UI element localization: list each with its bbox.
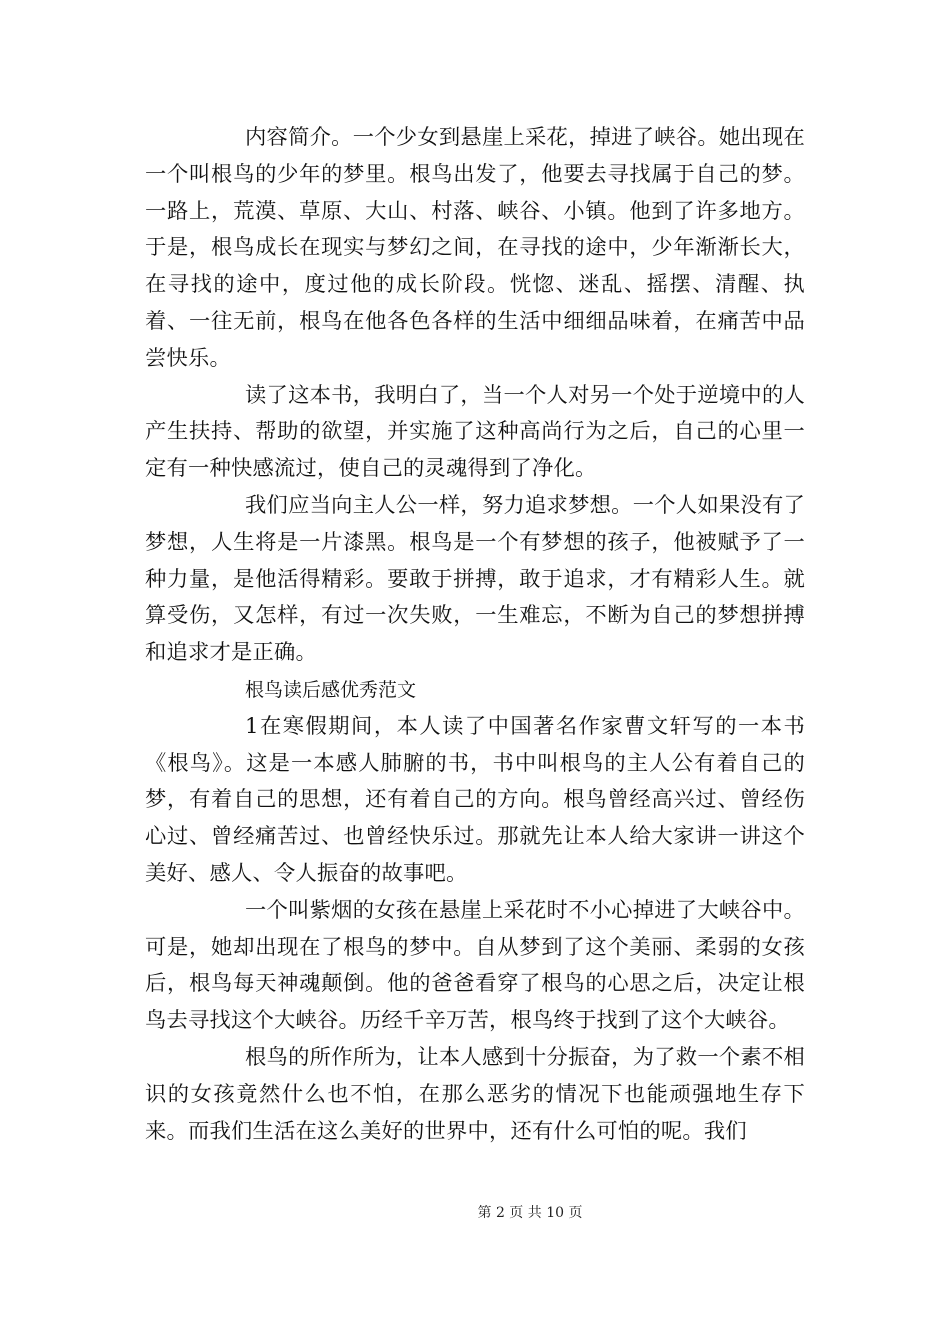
document-body	[145, 120, 805, 1150]
paragraph-reflection: 读了这本书，我明白了，当一个人对另一个处于逆境中的人产生扶持、帮助的欲望，并实施了这种高尚行为之后，自己的心里一定有一种快感流过，使自己的灵魂得到了净化。	[145, 382, 805, 482]
paragraph-intro: 内容简介。一个少女到悬崖上采花，掉进了峡谷。她出现在一个叫根鸟的少年的梦里。根鸟出发了，他要去寻找属于自己的梦。一路上，荒漠、草原、大山、村落、峡谷、小镇。他到了许多地方。于是，根鸟成长在现实与梦幻之间，在寻找的途中，少年渐渐长大，在寻找的途中，度过他的成长阶段。恍惚、迷乱、摇摆、清醒、执着、一往无前，根鸟在他各色各样的生活中细细品味着，在痛苦中品尝快乐。	[145, 125, 805, 371]
paragraph-essay-response: 根鸟的所作所为，让本人感到十分振奋，为了救一个素不相识的女孩竟然什么也不怕，在那么恶劣的情况下也能顽强地生存下来。而我们生活在这么美好的世界中，还有什么可怕的呢。我们	[145, 1044, 805, 1144]
paragraph-essay-story: 一个叫紫烟的女孩在悬崖上采花时不小心掉进了大峡谷中。可是，她却出现在了根鸟的梦中。自从梦到了这个美丽、柔弱的女孩后，根鸟每天神魂颠倒。他的爸爸看穿了根鸟的心思之后，决定让根鸟去寻找这个大峡谷。历经千辛万苦，根鸟终于找到了这个大峡谷。	[145, 897, 805, 1034]
paragraph-essay-opening: 1在寒假期间，本人读了中国著名作家曹文轩写的一本书《根鸟》。这是一本感人肺腑的书，书中叫根鸟的主人公有着自己的梦，有着自己的思想，还有着自己的方向。根鸟曾经高兴过、曾经伤心过、曾经痛苦过、也曾经快乐过。那就先让本人给大家讲一讲这个美好、感人、令人振奋的故事吧。	[145, 713, 805, 886]
paragraph-dream: 我们应当向主人公一样，努力追求梦想。一个人如果没有了梦想，人生将是一片漆黑。根鸟是一个有梦想的孩子，他被赋予了一种力量，是他活得精彩。要敢于拼搏，敢于追求，才有精彩人生。就算受伤，又怎样，有过一次失败，一生难忘，不断为自己的梦想拼搏和追求才是正确。	[145, 492, 805, 666]
page-indicator: 第 2 页 共 10 页	[477, 1205, 583, 1221]
section-title: 根鸟读后感优秀范文	[245, 678, 417, 701]
